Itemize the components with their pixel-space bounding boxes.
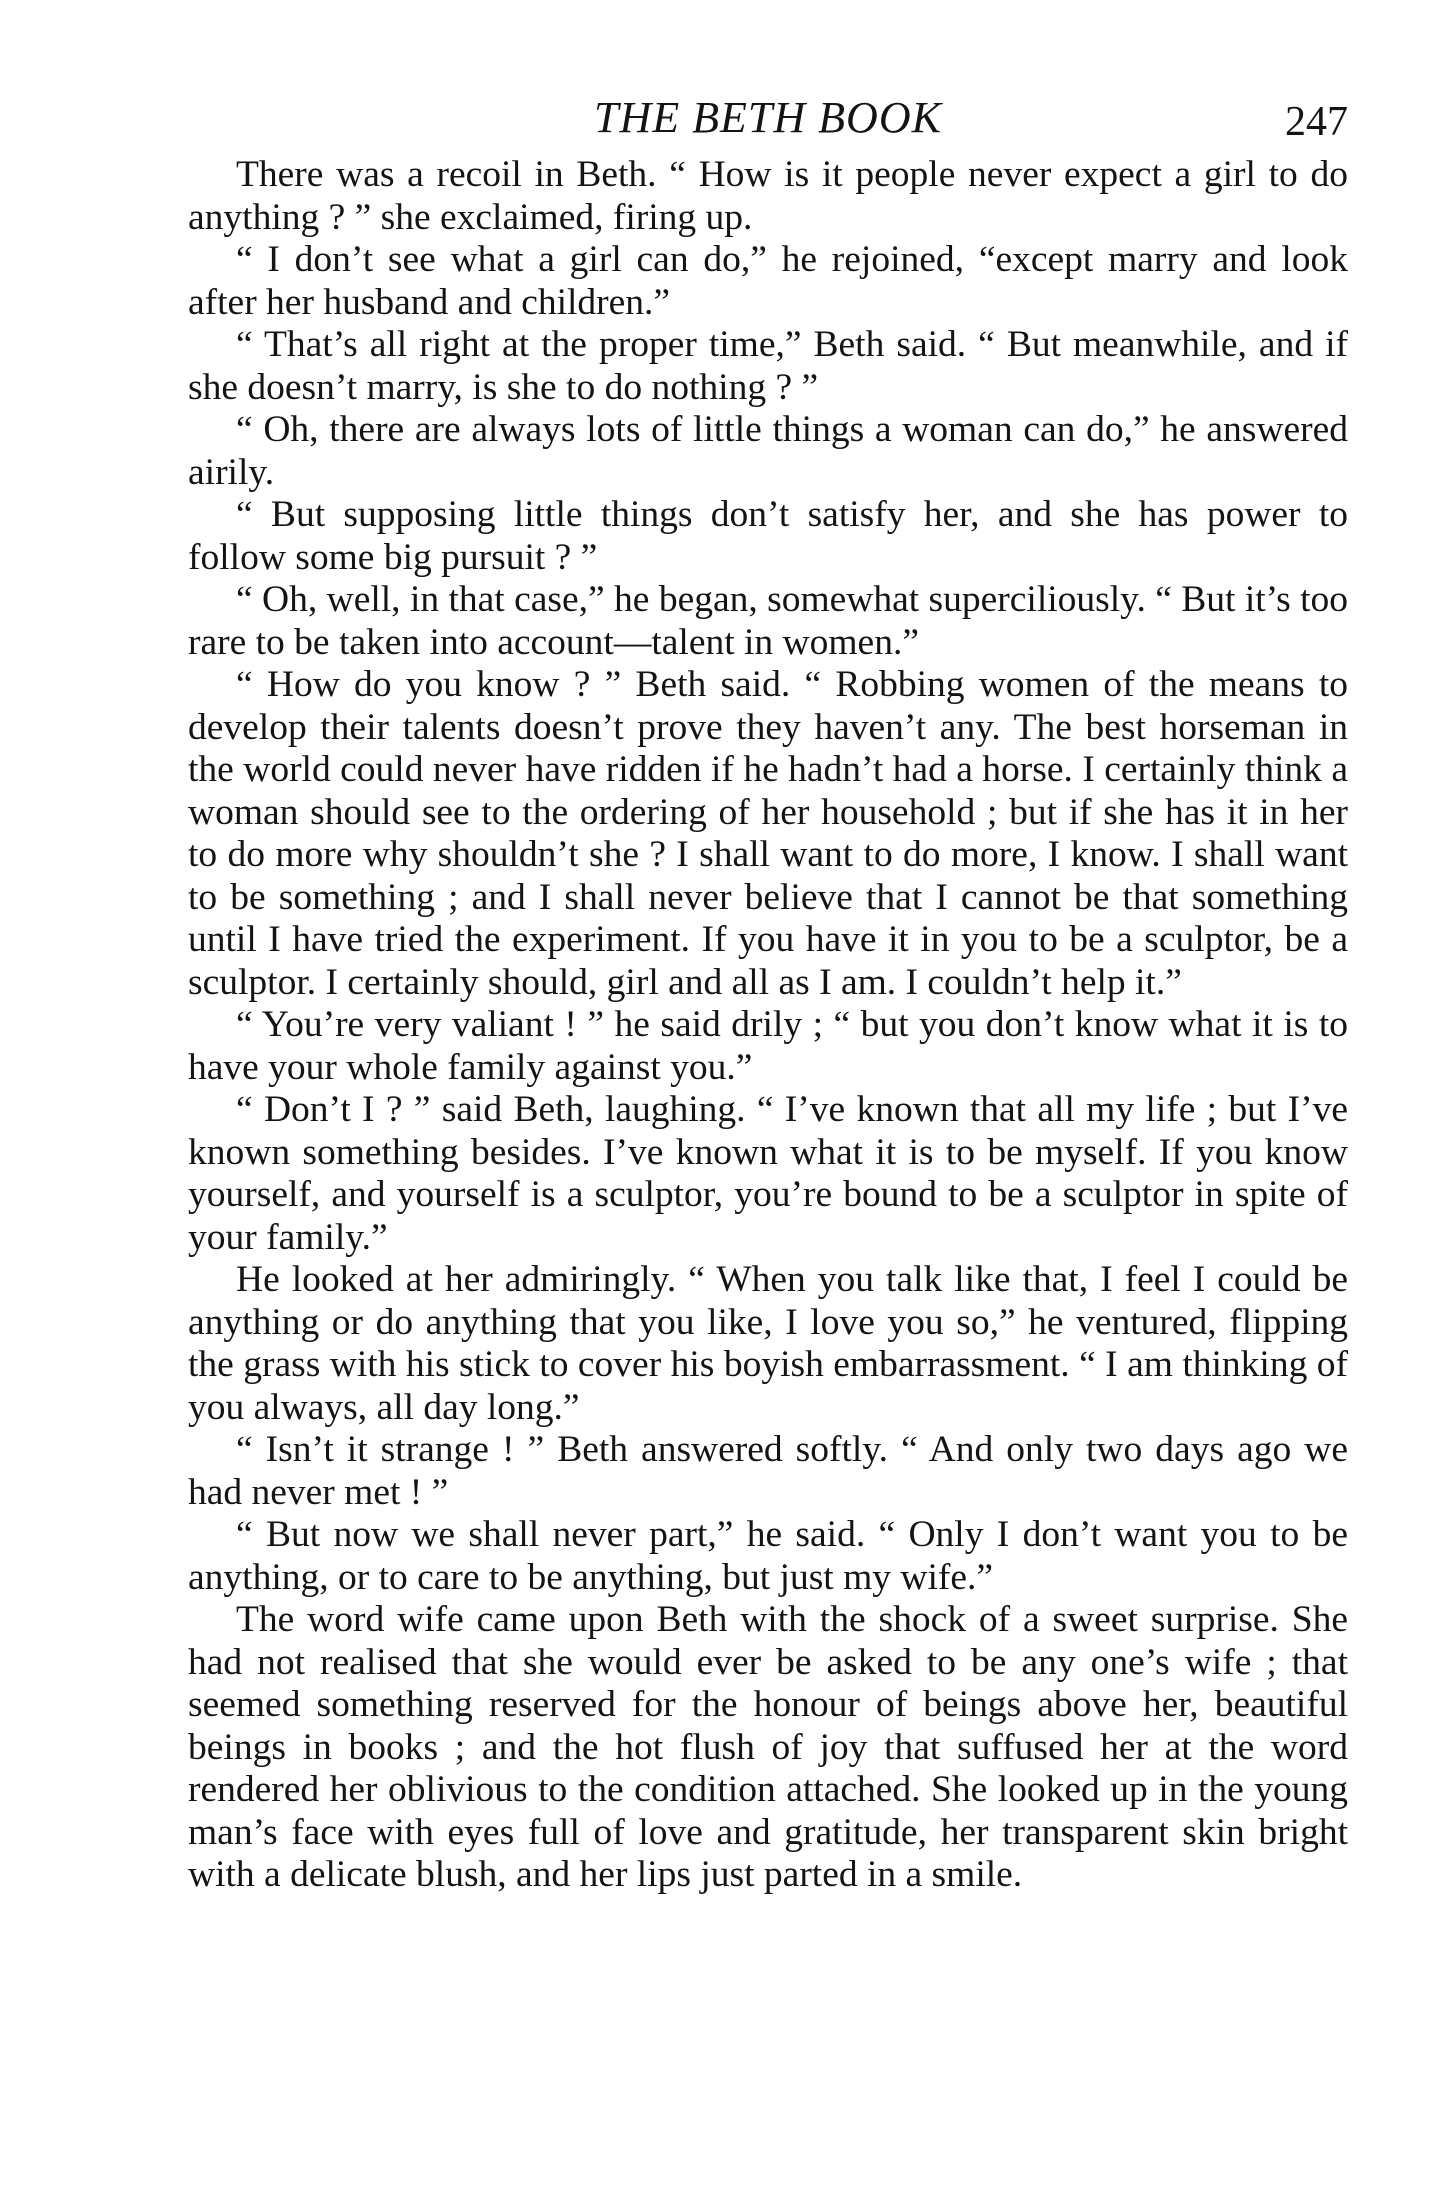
paragraph: The word wife came upon Beth with the shock of a sweet surprise. She had not realised that she would ever be asked to be any one’s wife ; that seemed something reserved for the honour of beings above her, beautiful beings in books ; and the hot flush of joy that suffused her at the word rendered her oblivious to the condition attached. She looked up in the young man’s face with eyes full of love and gratitude, her transparent skin bright with a delicate blush, and her lips just parted in a smile. (188, 1599, 1348, 1895)
paragraph: “ That’s all right at the proper time,” Beth said. “ But meanwhile, and if she doesn’t marry, is she to do nothing ? ” (188, 324, 1348, 408)
paragraph: “ Oh, well, in that case,” he began, somewhat superciliously. “ But it’s too rare to be taken into account—talent in women.” (188, 579, 1348, 663)
running-title: THE BETH BOOK (594, 93, 942, 142)
book-page (188, 88, 1348, 2168)
body-text (188, 154, 1348, 1897)
page-number: 247 (1285, 99, 1348, 145)
paragraph: “ Don’t I ? ” said Beth, laughing. “ I’ve known that all my life ; but I’ve known something besides. I’ve known what it is to be myself. If you know yourself, and yourself is a sculptor, you’re bound to be a sculptor in spite of your family.” (188, 1089, 1348, 1258)
paragraph: “ But now we shall never part,” he said. “ Only I don’t want you to be anything, or to care to be anything, but just my wife.” (188, 1514, 1348, 1598)
page-header (188, 88, 1348, 148)
paragraph: There was a recoil in Beth. “ How is it people never expect a girl to do anything ? ” she exclaimed, firing up. (188, 154, 1348, 238)
paragraph: “ But supposing little things don’t satisfy her, and she has power to follow some big pursuit ? ” (188, 494, 1348, 578)
paragraph: He looked at her admiringly. “ When you talk like that, I feel I could be anything or do anything that you like, I love you so,” he ventured, flipping the grass with his stick to cover his boyish embarrassment. “ I am thinking of you always, all day long.” (188, 1259, 1348, 1428)
paragraph: “ How do you know ? ” Beth said. “ Robbing women of the means to develop their talents doesn’t prove they haven’t any. The best horseman in the world could never have ridden if he hadn’t had a horse. I certainly think a woman should see to the ordering of her household ; but if she has it in her to do more why shouldn’t she ? I shall want to do more, I know. I shall want to be something ; and I shall never believe that I cannot be that something until I have tried the experiment. If you have it in you to be a sculptor, be a sculptor. I certainly should, girl and all as I am. I couldn’t help it.” (188, 664, 1348, 1003)
paragraph: “ Isn’t it strange ! ” Beth answered softly. “ And only two days ago we had never met ! ” (188, 1429, 1348, 1513)
paragraph: “ I don’t see what a girl can do,” he rejoined, “except marry and look after her husband and children.” (188, 239, 1348, 323)
paragraph: “ Oh, there are always lots of little things a woman can do,” he answered airily. (188, 409, 1348, 493)
paragraph: “ You’re very valiant ! ” he said drily ; “ but you don’t know what it is to have your whole family against you.” (188, 1004, 1348, 1088)
